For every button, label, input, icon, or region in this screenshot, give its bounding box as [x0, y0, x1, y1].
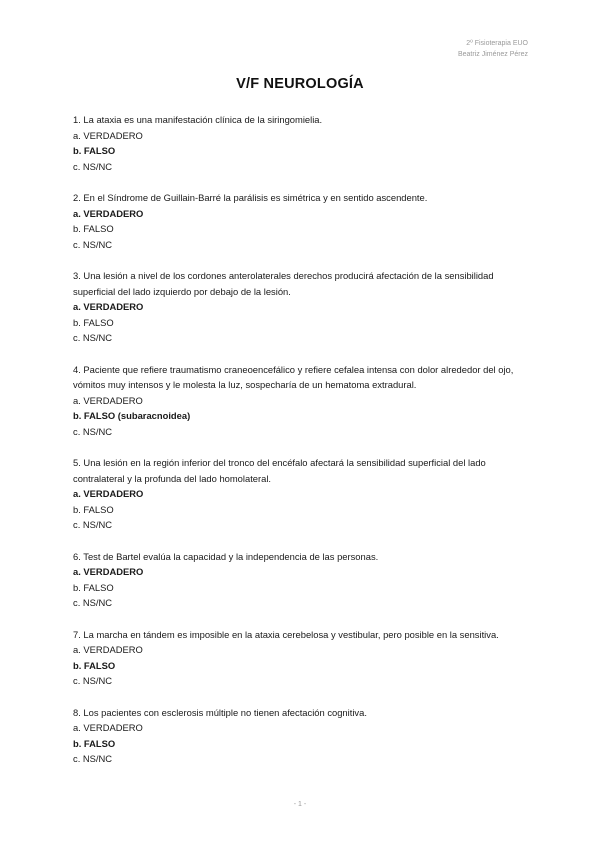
question-text: 5. Una lesión en la región inferior del tronco del encéfalo afectará la sensibilidad superficial del lado contralateral y la profunda del lado homolateral.	[73, 457, 486, 484]
header-author: Beatriz Jiménez Pérez	[457, 51, 528, 58]
option-label: a. VERDADERO	[73, 644, 143, 655]
answer-option	[73, 143, 533, 159]
option-label: c. NS/NC	[73, 160, 113, 172]
answer-option	[73, 658, 533, 674]
option-label: c. NS/NC	[73, 597, 113, 608]
option-label: a. VERDADERO	[73, 207, 144, 219]
option-label: b. FALSO	[73, 316, 114, 328]
question-3	[73, 268, 533, 346]
option-label: c. NS/NC	[73, 332, 113, 343]
option-label: a. VERDADERO	[73, 129, 143, 141]
question-text: 3. Una lesión a nivel de los cordones anterolaterales derechos producirá afectación de la sensibilidad superficial del lado izquierdo por debajo de la lesión.	[73, 270, 494, 297]
question-5	[73, 455, 533, 533]
option-note: (subaracnoidea)	[117, 410, 191, 421]
answer-option	[73, 408, 533, 424]
answer-option	[73, 642, 533, 658]
option-label: b. FALSO	[73, 223, 114, 234]
answer-option	[73, 330, 533, 346]
question-8	[73, 705, 533, 767]
question-text: 7. La marcha en tándem es imposible en la ataxia cerebelosa y vestibular, pero posible en la sensitiva.	[73, 628, 499, 640]
option-label: c. NS/NC	[73, 425, 113, 437]
question-text: 1. La ataxia es una manifestación clínica de la siringomielia.	[73, 114, 323, 125]
answer-option	[73, 159, 533, 175]
option-label: a. VERDADERO	[73, 394, 143, 406]
question-text: 6. Test de Bartel evalúa la capacidad y la independencia de las personas.	[73, 550, 379, 562]
question-text: 2. En el Síndrome de Guillain-Barré la parálisis es simétrica y en sentido ascendente.	[73, 192, 428, 203]
option-label: b. FALSO	[73, 503, 114, 515]
answer-option	[73, 564, 533, 580]
option-label: b. FALSO	[73, 581, 114, 593]
option-label: b. FALSO	[73, 659, 116, 671]
option-label: c. NS/NC	[73, 675, 113, 686]
answer-option	[73, 315, 533, 331]
option-label: c. NS/NC	[73, 519, 113, 530]
option-label: b. FALSO	[73, 145, 116, 156]
answer-option	[73, 517, 533, 533]
question-text: 8. Los pacientes con esclerosis múltiple no tienen afectación cognitiva.	[73, 706, 367, 718]
option-label: a. VERDADERO	[73, 488, 144, 499]
answer-option	[73, 736, 533, 752]
question-6	[73, 549, 533, 611]
question-7	[73, 627, 533, 689]
page-title: V/F NEUROLOGÍA	[236, 76, 364, 92]
answer-option	[73, 502, 533, 518]
answer-option	[73, 595, 533, 611]
answer-option	[73, 751, 533, 767]
answer-option	[73, 206, 533, 222]
question-2	[73, 190, 533, 252]
question-list	[73, 112, 533, 783]
question-text: 4. Paciente que refiere traumatismo craneoencefálico y refiere cefalea intensa con dolor alrededor del ojo, vómitos muy intensos y le molesta la luz, sospecharía de un hematoma extradural.	[73, 363, 514, 390]
header-course: 2º Fisioterapia EUO	[466, 40, 528, 47]
answer-option	[73, 299, 533, 315]
answer-option	[73, 580, 533, 596]
option-label: a. VERDADERO	[73, 722, 143, 733]
page-header	[458, 38, 528, 60]
answer-option	[73, 237, 533, 253]
page-number: - 1 -	[293, 801, 307, 808]
option-label: c. NS/NC	[73, 238, 113, 250]
option-label: a. VERDADERO	[73, 566, 144, 577]
answer-option	[73, 221, 533, 237]
option-label: b. FALSO	[73, 737, 116, 749]
answer-option	[73, 128, 533, 144]
answer-option	[73, 393, 533, 409]
option-label: b. FALSO	[73, 410, 116, 421]
question-1	[73, 112, 533, 174]
answer-option	[73, 486, 533, 502]
answer-option	[73, 424, 533, 440]
answer-option	[73, 673, 533, 689]
answer-option	[73, 720, 533, 736]
option-label: a. VERDADERO	[73, 301, 144, 312]
option-label: c. NS/NC	[73, 753, 113, 764]
question-4	[73, 362, 533, 440]
